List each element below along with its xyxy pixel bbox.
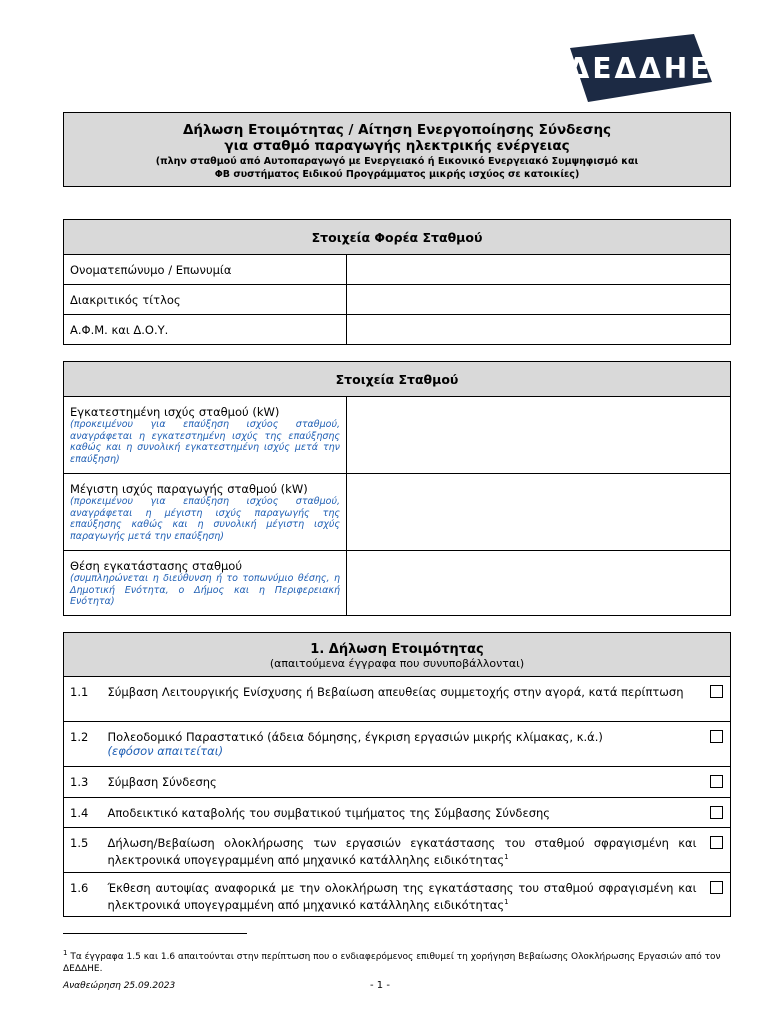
station-table: [63, 361, 731, 616]
station-heading: Στοιχεία Σταθμού: [64, 362, 731, 397]
max-power-label: Μέγιστη ισχύς παραγωγής σταθμού (kW): [70, 482, 308, 496]
item-number: 1.3: [64, 767, 102, 798]
item-checkbox[interactable]: [710, 730, 723, 743]
item-text: [102, 798, 703, 828]
item-checkbox[interactable]: [710, 881, 723, 894]
footnote-separator: [63, 933, 247, 934]
item-checkbox-cell: [703, 828, 731, 873]
declaration-heading-cell: [64, 633, 731, 677]
operator-title-label: Διακριτικός τίτλος: [64, 285, 347, 315]
item-text: [102, 873, 703, 917]
item-label: Σύμβαση Σύνδεσης: [107, 775, 217, 789]
declaration-table: [63, 632, 731, 917]
title-line-2: για σταθμό παραγωγής ηλεκτρικής ενέργειας: [224, 138, 570, 154]
location-note: (συμπληρώνεται η διεύθυνση ή το τοπωνύμιο θέσης, η Δημοτική Ενότητα, ο Δήμος και η Περιφερειακή Ενότητα): [70, 573, 340, 607]
title-line-1: Δήλωση Ετοιμότητας / Αίτηση Ενεργοποίησης Σύνδεσης: [182, 122, 612, 138]
item-number: 1.4: [64, 798, 102, 828]
item-text: [102, 828, 703, 873]
operator-title-field[interactable]: [347, 285, 731, 315]
footnote-text: Τα έγγραφα 1.5 και 1.6 απαιτούνται στην περίπτωση που ο ενδιαφερόμενος επιθυμεί τη χορήγηση Βεβαίωσης Ολοκλήρωσης Εργασιών από τον ΔΕΔΔΗΕ.: [63, 952, 721, 974]
item-label: Πολεοδομικό Παραστατικό (άδεια δόμησης, έγκριση εργασιών μικρής κλίμακας, κ.ά.): [107, 730, 603, 744]
title-note-line-2: ΦΒ συστήματος Ειδικού Προγράμματος μικρής ισχύος σε κατοικίες): [214, 169, 580, 180]
max-power-note: (προκειμένου για επαύξηση ισχύος σταθμού, αναγράφεται η μέγιστη ισχύς παραγωγής της επαύξησης καθώς και η συνολική μέγιστη ισχύς παραγωγής μετά την επαύξηση): [70, 496, 340, 542]
operator-name-field[interactable]: [347, 255, 731, 285]
installed-power-field[interactable]: [347, 397, 731, 474]
title-note-line-1: (πλην σταθμού από Αυτοπαραγωγό με Ενεργειακό ή Εικονικό Ενεργειακό Συμψηφισμό και: [155, 156, 639, 167]
installed-power-cell: [64, 397, 347, 474]
footnote-ref: 1: [504, 898, 509, 906]
item-checkbox-cell: [703, 722, 731, 767]
item-number: 1.5: [64, 828, 102, 873]
location-label: Θέση εγκατάστασης σταθμού: [70, 559, 242, 573]
item-checkbox[interactable]: [710, 685, 723, 698]
document-title-box: [63, 112, 731, 187]
operator-vat-label: Α.Φ.Μ. και Δ.Ο.Υ.: [64, 315, 347, 345]
item-text: [102, 767, 703, 798]
revision-date: Αναθεώρηση 25.09.2023: [63, 981, 176, 991]
operator-name-label: Ονοματεπώνυμο / Επωνυμία: [64, 255, 347, 285]
operator-heading: Στοιχεία Φορέα Σταθμού: [64, 220, 731, 255]
item-checkbox[interactable]: [710, 775, 723, 788]
item-label: Αποδεικτικό καταβολής του συμβατικού τιμήματος της Σύμβασης Σύνδεσης: [107, 806, 551, 820]
installed-power-label: Εγκατεστημένη ισχύς σταθμού (kW): [70, 405, 280, 419]
item-number: 1.6: [64, 873, 102, 917]
declaration-heading: 1. Δήλωση Ετοιμότητας: [310, 641, 484, 657]
footnote-mark: 1: [63, 949, 68, 957]
logo-text: ΔΕΔΔΗΕ: [567, 51, 713, 85]
item-checkbox-cell: [703, 677, 731, 722]
item-checkbox-cell: [703, 798, 731, 828]
item-checkbox[interactable]: [710, 806, 723, 819]
operator-vat-field[interactable]: [347, 315, 731, 345]
item-label: Έκθεση αυτοψίας αναφορικά με την ολοκλήρωση της εγκατάστασης του σταθμού σφραγισμένη και ηλεκτρονικά υπογεγραμμένη από μηχανικό κατάλληλης ειδικότητας: [107, 881, 697, 912]
item-checkbox[interactable]: [710, 836, 723, 849]
item-text: [102, 677, 703, 722]
max-power-field[interactable]: [347, 474, 731, 551]
company-logo: [568, 34, 712, 102]
item-number: 1.2: [64, 722, 102, 767]
item-text: [102, 722, 703, 767]
item-conditional-note: (εφόσον απαιτείται): [107, 744, 224, 758]
location-field[interactable]: [347, 551, 731, 616]
footnote-ref: 1: [504, 853, 509, 861]
footnote: [63, 947, 733, 975]
max-power-cell: [64, 474, 347, 551]
installed-power-note: (προκειμένου για επαύξηση ισχύος σταθμού, αναγράφεται η εγκατεστημένη ισχύς της επαύξησης καθώς και η συνολική εγκατεστημένη ισχύς μετά την επαύξηση): [70, 419, 340, 465]
location-cell: [64, 551, 347, 616]
declaration-subheading: (απαιτούμενα έγγραφα που συνυποβάλλονται): [269, 656, 525, 670]
page-number: - 1 -: [370, 980, 390, 991]
item-checkbox-cell: [703, 767, 731, 798]
item-number: 1.1: [64, 677, 102, 722]
item-label: Δήλωση/Βεβαίωση ολοκλήρωσης των εργασιών εγκατάστασης του σταθμού σφραγισμένη και ηλεκτρονικά υπογεγραμμένη από μηχανικό κατάλληλης ειδικότητας: [107, 836, 697, 867]
item-label: Σύμβαση Λειτουργικής Ενίσχυσης ή Βεβαίωση απευθείας συμμετοχής στην αγορά, κατά περίπτωση: [107, 685, 684, 699]
operator-table: [63, 219, 731, 345]
item-checkbox-cell: [703, 873, 731, 917]
